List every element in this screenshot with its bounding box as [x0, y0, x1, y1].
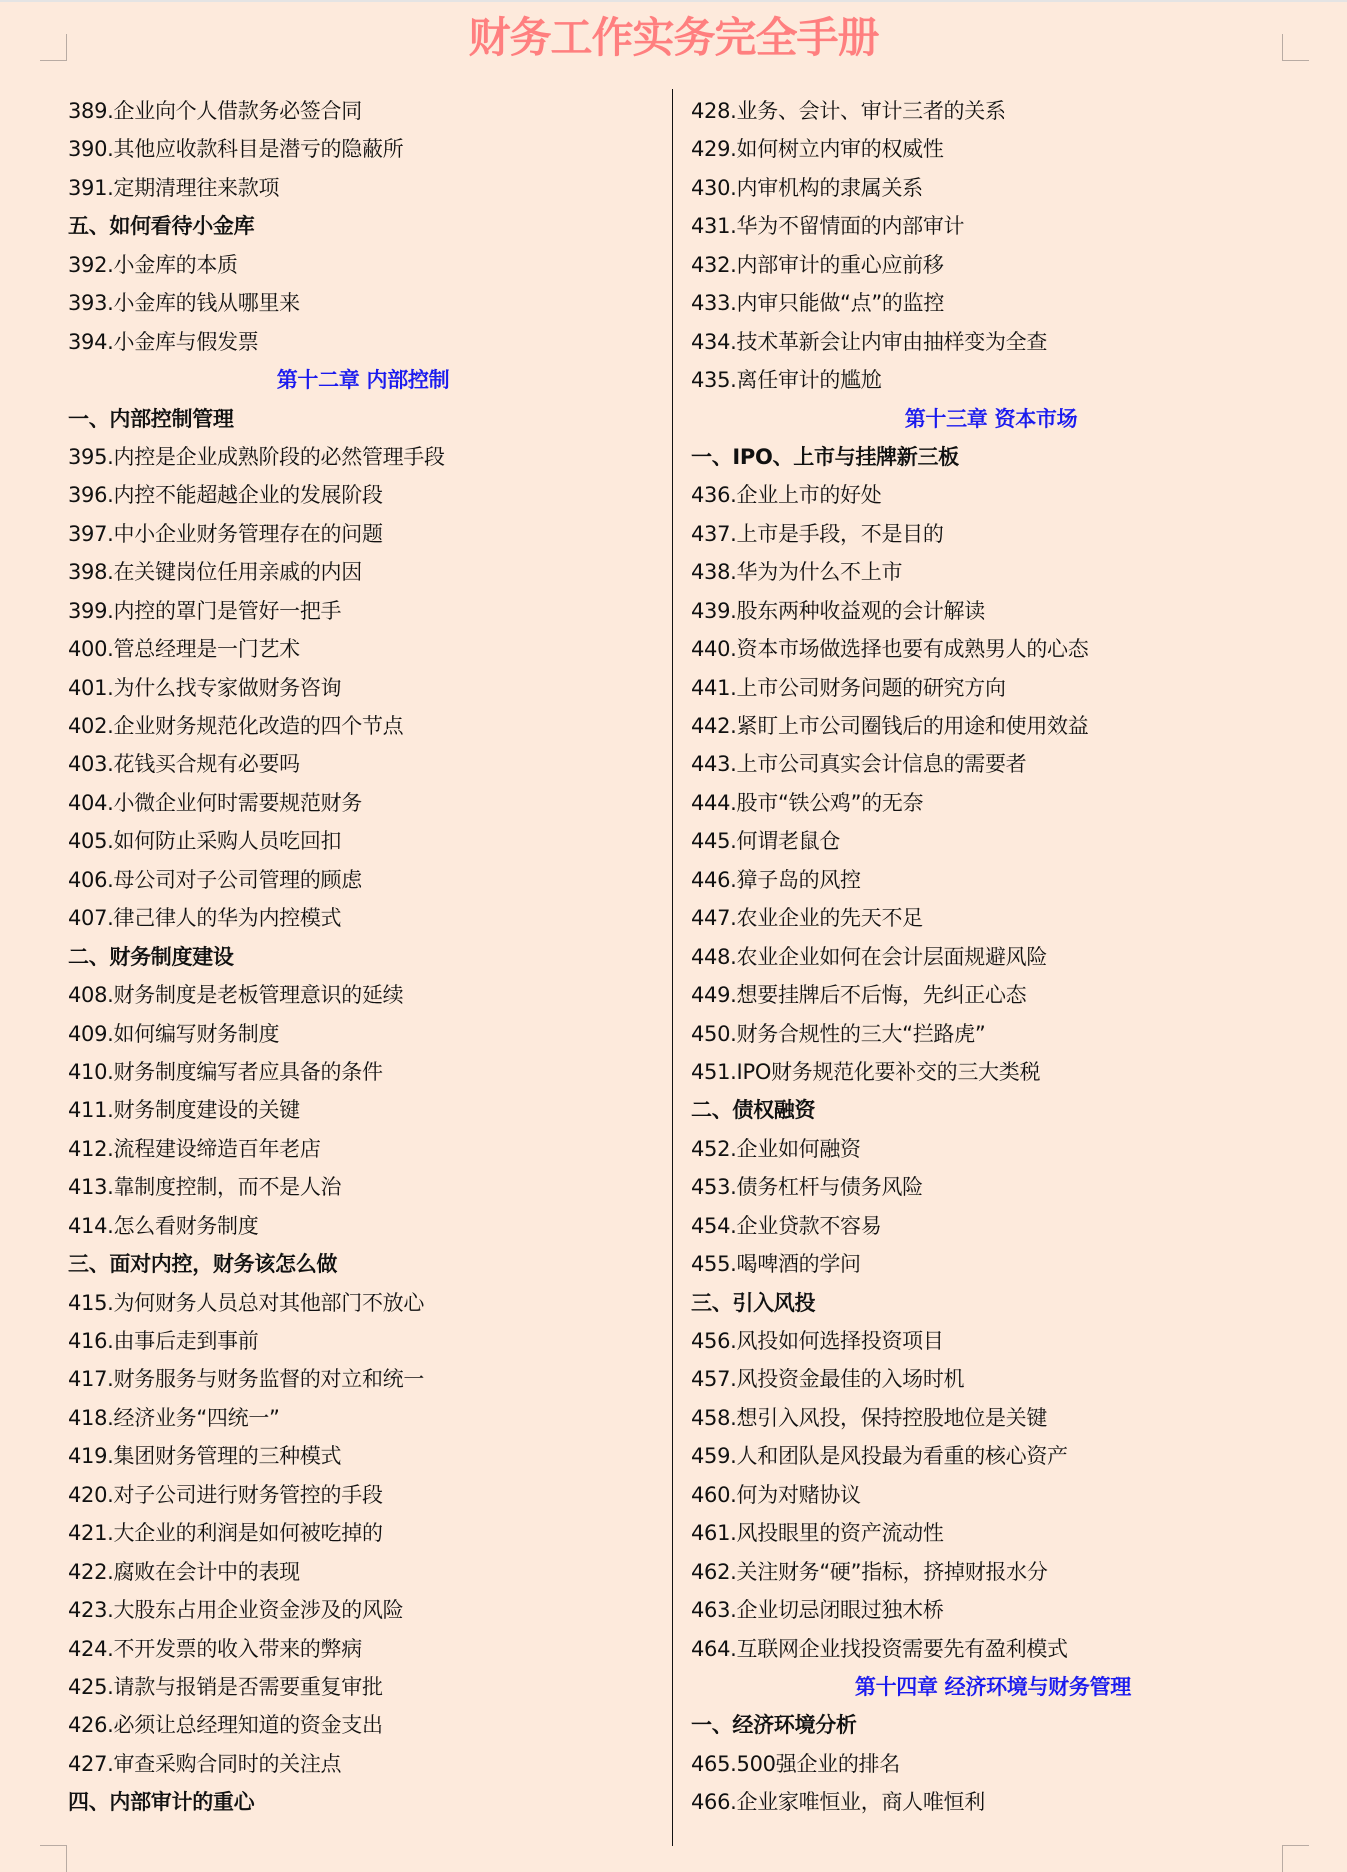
- section-heading: 三、面对内控，财务该怎么做: [68, 1252, 338, 1277]
- toc-item: 403.花钱买合规有必要吗: [68, 752, 300, 777]
- toc-item: 418.经济业务“四统一”: [68, 1405, 280, 1430]
- toc-item: 431.华为不留情面的内部审计: [691, 214, 965, 239]
- toc-item: 444.股市“铁公鸡”的无奈: [691, 790, 924, 815]
- toc-item: 438.华为为什么不上市: [691, 560, 903, 585]
- toc-item: 453.债务杠杆与债务风险: [691, 1175, 923, 1200]
- toc-item: 423.大股东占用企业资金涉及的风险: [68, 1598, 404, 1623]
- chapter-heading: 第十四章 经济环境与财务管理: [854, 1674, 1131, 1699]
- toc-item: 411.财务制度建设的关键: [68, 1098, 300, 1123]
- toc-item: 429.如何树立内审的权威性: [691, 137, 944, 162]
- toc-item: 395.内控是企业成熟阶段的必然管理手段: [68, 444, 445, 469]
- column-divider: [672, 89, 673, 1846]
- toc-item: 458.想引入风投，保持控股地位是关键: [691, 1405, 1048, 1430]
- toc-item: 427.审查采购合同时的关注点: [68, 1751, 342, 1776]
- toc-item: 450.财务合规性的三大“拦路虎”: [691, 1021, 986, 1046]
- right-column: [691, 92, 1291, 1822]
- toc-item: 390.其他应收款科目是潜亏的隐蔽所: [68, 137, 404, 162]
- toc-item: 455.喝啤酒的学问: [691, 1252, 861, 1277]
- toc-item: 428.业务、会计、审计三者的关系: [691, 99, 1006, 123]
- section-heading: 二、财务制度建设: [68, 944, 234, 969]
- toc-item: 407.律己律人的华为内控模式: [68, 906, 342, 931]
- document-title: 财务工作实务完全手册: [468, 13, 879, 62]
- toc-item: 417.财务服务与财务监督的对立和统一: [68, 1367, 425, 1392]
- chapter-heading: 第十二章 内部控制: [276, 368, 450, 393]
- toc-item: 448.农业企业如何在会计层面规避风险: [691, 944, 1048, 969]
- toc-item: 391.定期清理往来款项: [68, 175, 280, 200]
- toc-item: 426.必须让总经理知道的资金支出: [68, 1713, 383, 1738]
- section-heading: 五、如何看待小金库: [68, 214, 255, 239]
- toc-item: 436.企业上市的好处: [691, 483, 882, 508]
- toc-item: 441.上市公司财务问题的研究方向: [691, 675, 1006, 700]
- toc-item: 439.股东两种收益观的会计解读: [691, 598, 985, 623]
- toc-item: 404.小微企业何时需要规范财务: [68, 790, 362, 815]
- toc-item: 443.上市公司真实会计信息的需要者: [691, 752, 1027, 777]
- toc-item: 392.小金库的本质: [68, 252, 238, 277]
- toc-item: 446.獐子岛的风控: [691, 867, 861, 892]
- toc-item: 413.靠制度控制，而不是人治: [68, 1175, 342, 1200]
- top-border: [0, 0, 1347, 2]
- toc-item: 445.何谓老鼠仓: [691, 829, 841, 854]
- toc-item: 401.为什么找专家做财务咨询: [68, 675, 342, 700]
- toc-item: 435.离任审计的尴尬: [691, 368, 882, 393]
- toc-item: 409.如何编写财务制度: [68, 1021, 280, 1046]
- page-corner-mark-bottom-right: [1282, 1845, 1309, 1872]
- toc-item: 463.企业切忌闭眼过独木桥: [691, 1598, 944, 1623]
- toc-item: 393.小金库的钱从哪里来: [68, 291, 300, 316]
- toc-item: 424.不开发票的收入带来的弊病: [68, 1636, 362, 1661]
- toc-item: 398.在关键岗位任用亲戚的内因: [68, 560, 362, 585]
- toc-item: 400.管总经理是一门艺术: [68, 637, 300, 662]
- toc-item: 461.风投眼里的资产流动性: [691, 1521, 944, 1546]
- toc-item: 457.风投资金最佳的入场时机: [691, 1367, 965, 1392]
- toc-item: 414.怎么看财务制度: [68, 1213, 259, 1238]
- toc-item: 389.企业向个人借款务必签合同: [68, 99, 362, 123]
- toc-item: 394.小金库与假发票: [68, 329, 259, 354]
- toc-item: 452.企业如何融资: [691, 1136, 861, 1161]
- page-corner-mark-top-right: [1282, 34, 1309, 61]
- toc-item: 449.想要挂牌后不后悔，先纠正心态: [691, 983, 1027, 1008]
- toc-item: 440.资本市场做选择也要有成熟男人的心态: [691, 637, 1089, 662]
- toc-item: 459.人和团队是风投最为看重的核心资产: [691, 1444, 1068, 1469]
- toc-item: 421.大企业的利润是如何被吃掉的: [68, 1521, 383, 1546]
- toc-item: 465.500强企业的排名: [691, 1751, 900, 1776]
- toc-item: 442.紧盯上市公司圈钱后的用途和使用效益: [691, 714, 1089, 738]
- toc-item: 437.上市是手段，不是目的: [691, 521, 944, 546]
- page-corner-mark-bottom-left: [40, 1845, 67, 1872]
- toc-item: 419.集团财务管理的三种模式: [68, 1444, 342, 1469]
- toc-item: 434.技术革新会让内审由抽样变为全查: [691, 329, 1048, 354]
- toc-item: 396.内控不能超越企业的发展阶段: [68, 483, 383, 508]
- toc-item: 416.由事后走到事前: [68, 1329, 259, 1353]
- left-column: [68, 92, 658, 1822]
- toc-item: 425.请款与报销是否需要重复审批: [68, 1674, 383, 1699]
- toc-item: 408.财务制度是老板管理意识的延续: [68, 983, 404, 1008]
- chapter-heading: 第十三章 资本市场: [904, 406, 1078, 431]
- toc-item: 397.中小企业财务管理存在的问题: [68, 521, 383, 546]
- toc-item: 451.IPO财务规范化要补交的三大类税: [691, 1059, 1041, 1084]
- toc-item: 402.企业财务规范化改造的四个节点: [68, 714, 404, 738]
- toc-item: 406.母公司对子公司管理的顾虑: [68, 867, 362, 892]
- toc-item: 447.农业企业的先天不足: [691, 906, 923, 931]
- section-heading: 一、内部控制管理: [68, 406, 234, 431]
- toc-item: 410.财务制度编写者应具备的条件: [68, 1059, 383, 1084]
- section-heading: 四、内部审计的重心: [68, 1790, 255, 1815]
- section-heading: 一、经济环境分析: [691, 1713, 857, 1738]
- toc-item: 430.内审机构的隶属关系: [691, 175, 923, 200]
- toc-item: 433.内审只能做“点”的监控: [691, 291, 945, 316]
- toc-item: 462.关注财务“硬”指标，挤掉财报水分: [691, 1559, 1048, 1584]
- toc-item: 456.风投如何选择投资项目: [691, 1329, 944, 1353]
- toc-item: 420.对子公司进行财务管控的手段: [68, 1482, 383, 1507]
- toc-item: 415.为何财务人员总对其他部门不放心: [68, 1290, 425, 1315]
- toc-item: 405.如何防止采购人员吃回扣: [68, 829, 342, 854]
- toc-item: 464.互联网企业找投资需要先有盈利模式: [691, 1636, 1068, 1661]
- section-heading: 二、债权融资: [691, 1098, 816, 1123]
- toc-item: 466.企业家唯恒业，商人唯恒利: [691, 1790, 985, 1815]
- toc-item: 432.内部审计的重心应前移: [691, 252, 944, 277]
- toc-item: 399.内控的罩门是管好一把手: [68, 598, 342, 623]
- toc-item: 454.企业贷款不容易: [691, 1213, 882, 1238]
- toc-item: 460.何为对赌协议: [691, 1482, 861, 1507]
- page-corner-mark-top-left: [40, 34, 67, 61]
- toc-item: 422.腐败在会计中的表现: [68, 1559, 300, 1584]
- section-heading: 一、IPO、上市与挂牌新三板: [691, 444, 959, 469]
- section-heading: 三、引入风投: [691, 1290, 816, 1315]
- toc-item: 412.流程建设缔造百年老店: [68, 1136, 321, 1161]
